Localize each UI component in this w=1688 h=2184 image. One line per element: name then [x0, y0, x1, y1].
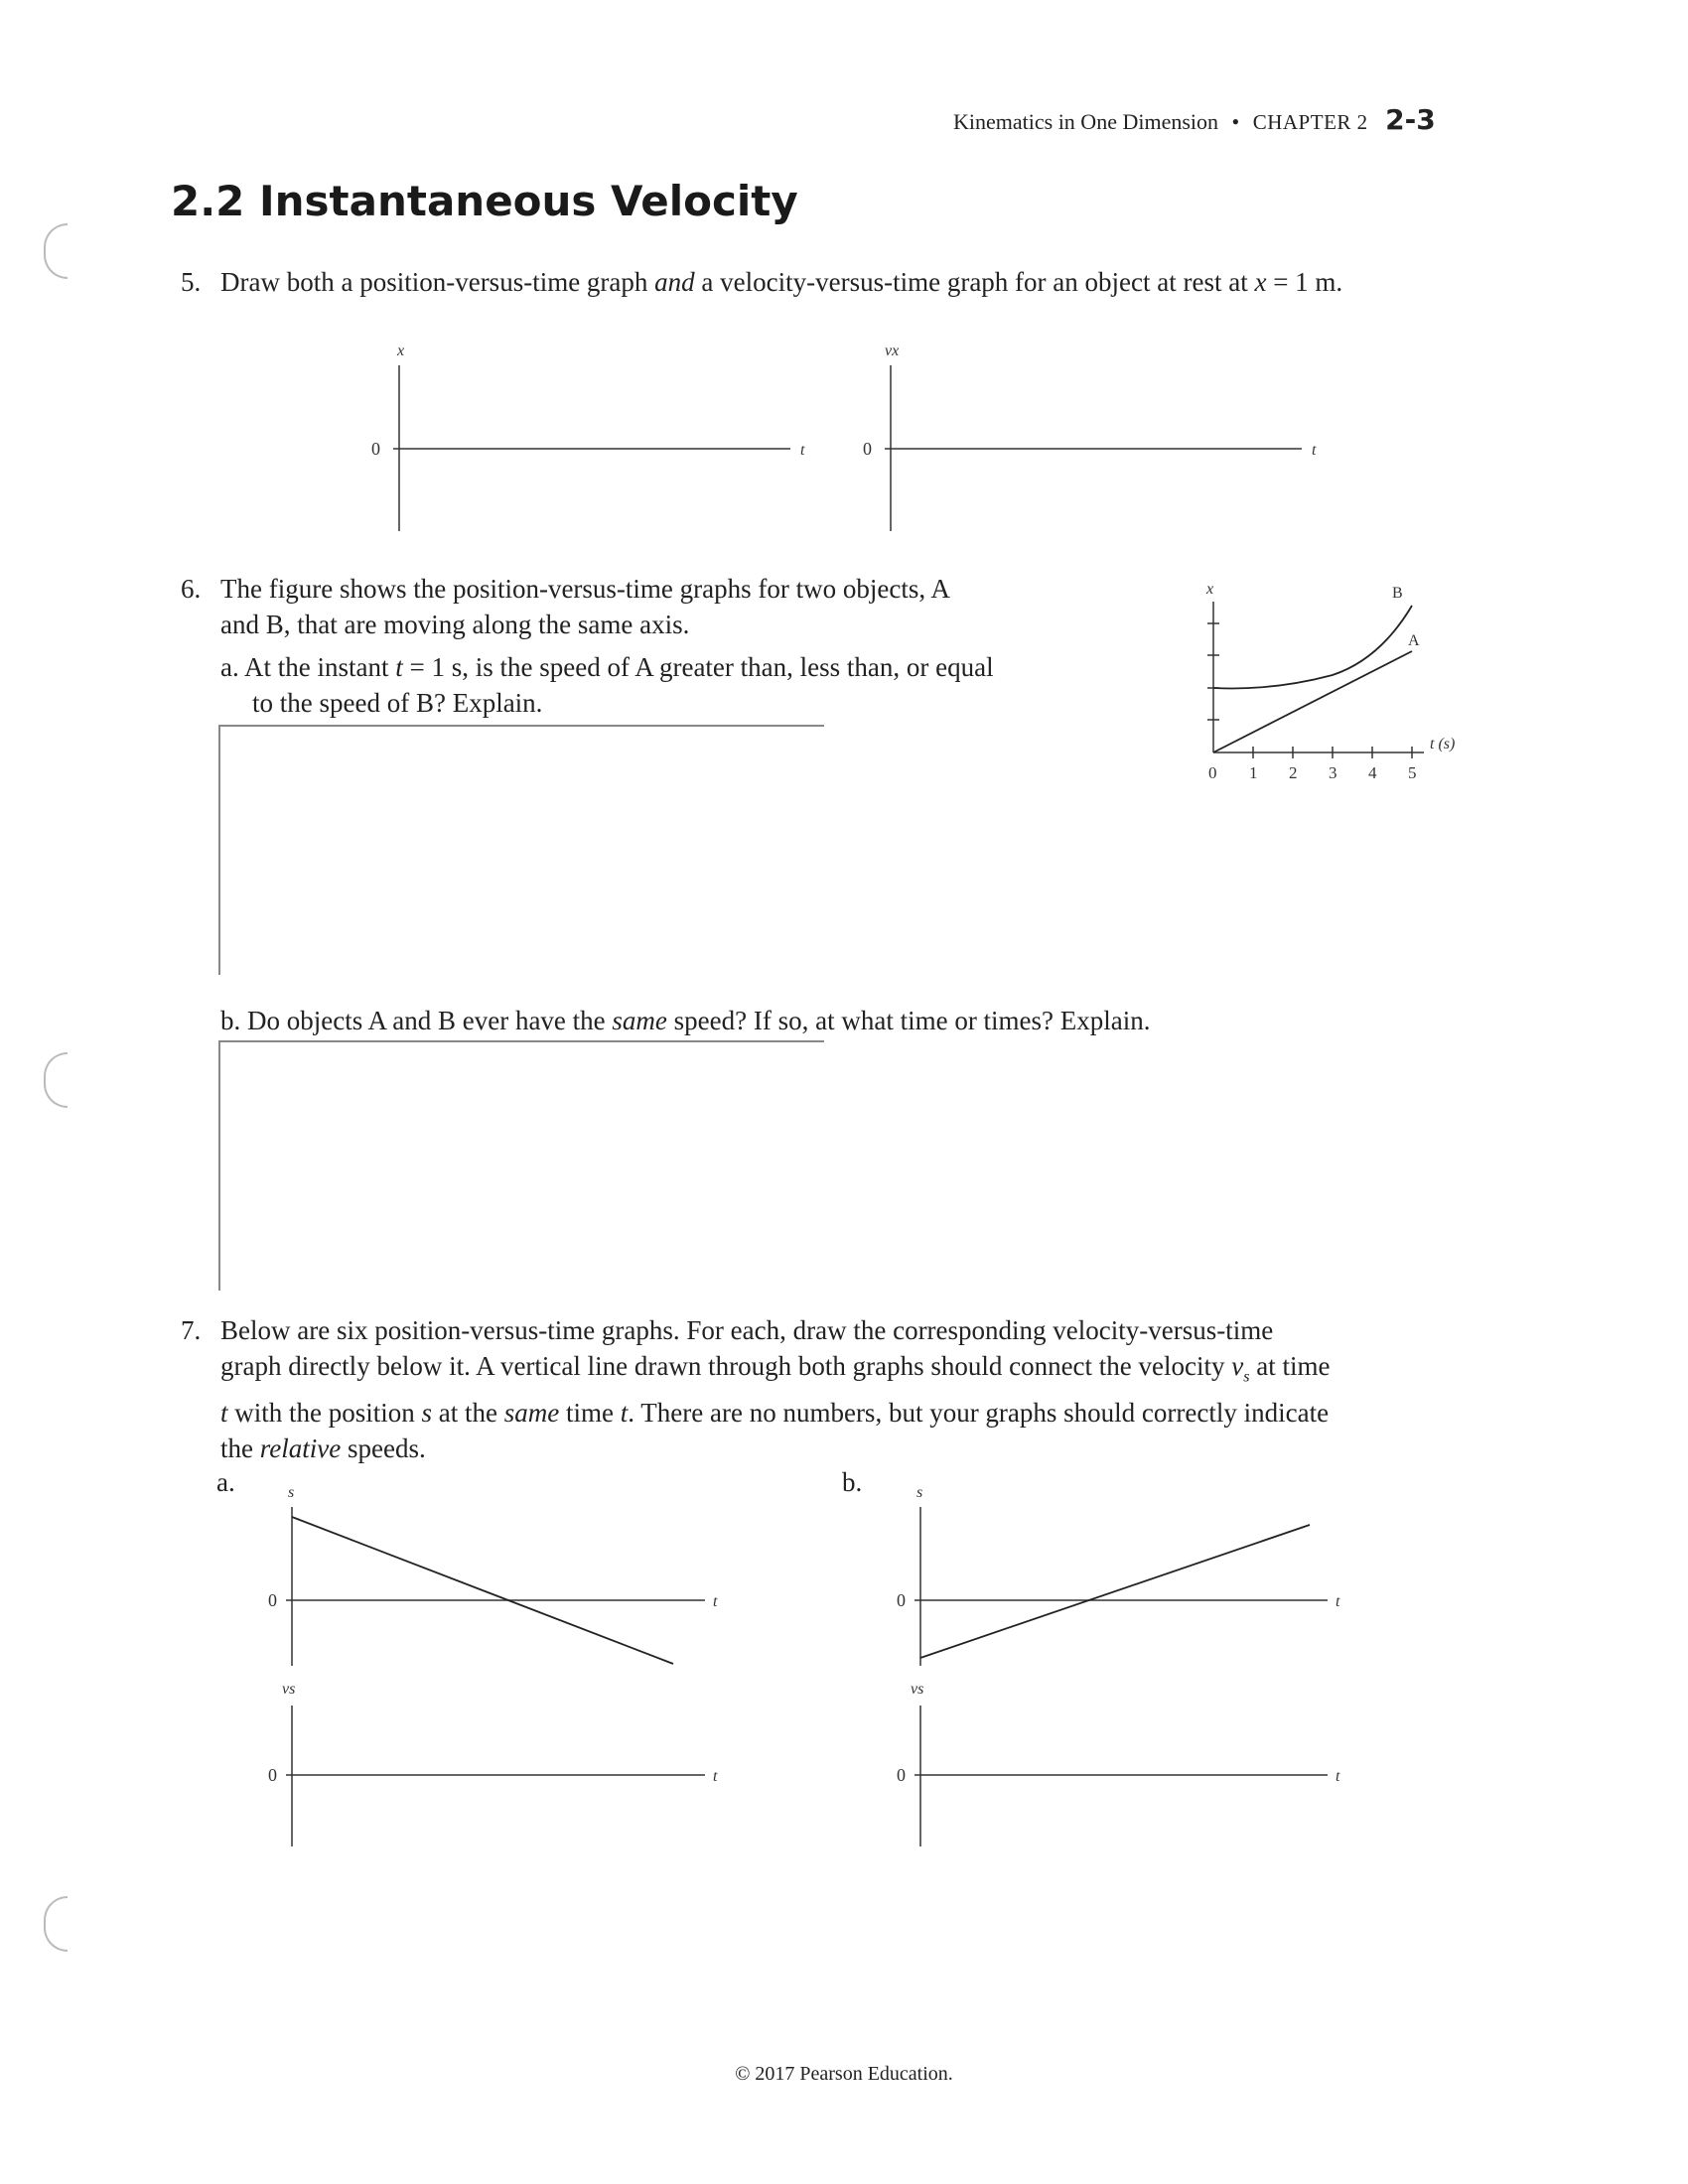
q7b-s-origin: 0	[897, 1590, 906, 1610]
q5-text-a: Draw both a position-versus-time graph	[220, 267, 655, 297]
q6-tick-2: 2	[1289, 763, 1298, 782]
q6a-line1-post: = 1 s, is the speed of A greater than, less than, or equal	[402, 652, 994, 682]
question-6-number: 6.	[181, 574, 202, 604]
q7-line3: t with the position s at the same time t. There are no numbers, but your graphs should correctly indicate	[220, 1398, 1330, 1429]
header-book-section: Kinematics in One Dimension	[953, 109, 1219, 134]
q7-line1: Below are six position-versus-time graphs. For each, draw the corresponding velocity-versus-time	[220, 1315, 1274, 1345]
q6-curve-a	[1213, 651, 1412, 752]
q5-g2-ylabel: vx	[885, 342, 900, 359]
q7b-v-tlabel: t	[1336, 1768, 1340, 1785]
q6-figure	[1182, 566, 1479, 789]
q6-tick-0: 0	[1208, 763, 1217, 782]
question-7	[181, 1312, 1472, 1466]
q7-line2: graph directly below it. A vertical line drawn through both graphs should connect the velocity $v_s$ at time	[220, 1351, 1331, 1386]
q6-curve-b-label: B	[1392, 585, 1403, 602]
q5-text-c: = 1 m.	[1266, 267, 1343, 297]
section-title: 2.2 Instantaneous Velocity	[171, 177, 798, 225]
binder-mark-bottom	[44, 1896, 68, 1952]
q6a-label: a.	[220, 652, 239, 682]
q5-g1-xlabel: t	[800, 442, 805, 459]
q7a-s-label: s	[288, 1484, 295, 1501]
q5-position-graph[interactable]	[357, 338, 814, 536]
q7a-v-tlabel: t	[713, 1768, 718, 1785]
q6b-same: same	[612, 1006, 667, 1035]
q6-fig-ylabel: x	[1206, 581, 1214, 598]
q6-tick-3: 3	[1329, 763, 1337, 782]
q5-g2-xlabel: t	[1312, 442, 1317, 459]
q7a-v-label: vs	[282, 1681, 296, 1698]
q5-g2-origin: 0	[863, 439, 872, 459]
q6-tick-4: 4	[1368, 763, 1377, 782]
q7b-label: b.	[842, 1467, 863, 1497]
q6-text-line1: The figure shows the position-versus-time graphs for two objects, A	[220, 574, 950, 604]
q5-g1-origin: 0	[371, 439, 380, 459]
q7b-s-tlabel: t	[1336, 1593, 1340, 1610]
q5-text-b: a velocity-versus-time graph for an object at rest at	[694, 267, 1255, 297]
q6-curve-b	[1213, 606, 1412, 688]
header-chapter-label: CHAPTER 2	[1252, 110, 1368, 134]
q7a-label: a.	[216, 1467, 235, 1497]
question-6	[181, 571, 1094, 642]
q7a-s-origin: 0	[268, 1590, 277, 1610]
question-6b	[220, 1003, 1412, 1038]
q5-text-and: and	[654, 267, 695, 297]
q5-velocity-graph[interactable]	[849, 338, 1326, 536]
q6b-pre: Do objects A and B ever have the	[247, 1006, 613, 1035]
running-header	[953, 103, 1436, 136]
q6a-line1-var: t	[395, 652, 403, 682]
q6a-answer-box[interactable]	[218, 725, 824, 975]
q7b-position-graph	[889, 1479, 1365, 1678]
q7a-position-line	[292, 1517, 673, 1664]
q6-tick-5: 5	[1408, 763, 1417, 782]
question-7-number: 7.	[181, 1315, 202, 1345]
question-6a	[220, 649, 1094, 721]
q5-text-var: x	[1254, 267, 1267, 297]
q6-fig-xlabel: t (s)	[1430, 736, 1456, 752]
q6-curve-a-label: A	[1408, 632, 1420, 649]
q6b-answer-box[interactable]	[218, 1040, 824, 1291]
header-page-number: 2-3	[1385, 103, 1436, 136]
q6a-line1-pre: At the instant	[244, 652, 396, 682]
header-bullet: •	[1231, 109, 1240, 134]
q6-text-line2: and B, that are moving along the same axis.	[220, 610, 690, 639]
question-5	[181, 264, 1511, 300]
q7b-velocity-graph[interactable]	[889, 1678, 1365, 1856]
q7b-s-label: s	[916, 1484, 923, 1501]
q7-line4: the relative speeds.	[220, 1433, 426, 1464]
q7b-v-label: vs	[911, 1681, 924, 1698]
q7b-v-origin: 0	[897, 1765, 906, 1785]
q7a-v-origin: 0	[268, 1765, 277, 1785]
q6b-label: b.	[220, 1006, 241, 1035]
binder-mark-top	[44, 223, 68, 279]
q6-tick-1: 1	[1249, 763, 1258, 782]
q6a-line2: to the speed of B? Explain.	[252, 688, 543, 718]
q7a-velocity-graph[interactable]	[260, 1678, 717, 1856]
footer-copyright: © 2017 Pearson Education.	[735, 2063, 953, 2085]
question-5-number: 5.	[181, 267, 202, 297]
q7b-position-line	[920, 1525, 1310, 1658]
q6b-post: speed? If so, at what time or times? Explain.	[666, 1006, 1151, 1035]
q7a-position-graph	[260, 1479, 717, 1678]
binder-mark-middle	[44, 1052, 68, 1108]
q7a-s-tlabel: t	[713, 1593, 718, 1610]
q5-g1-ylabel: x	[397, 342, 405, 359]
